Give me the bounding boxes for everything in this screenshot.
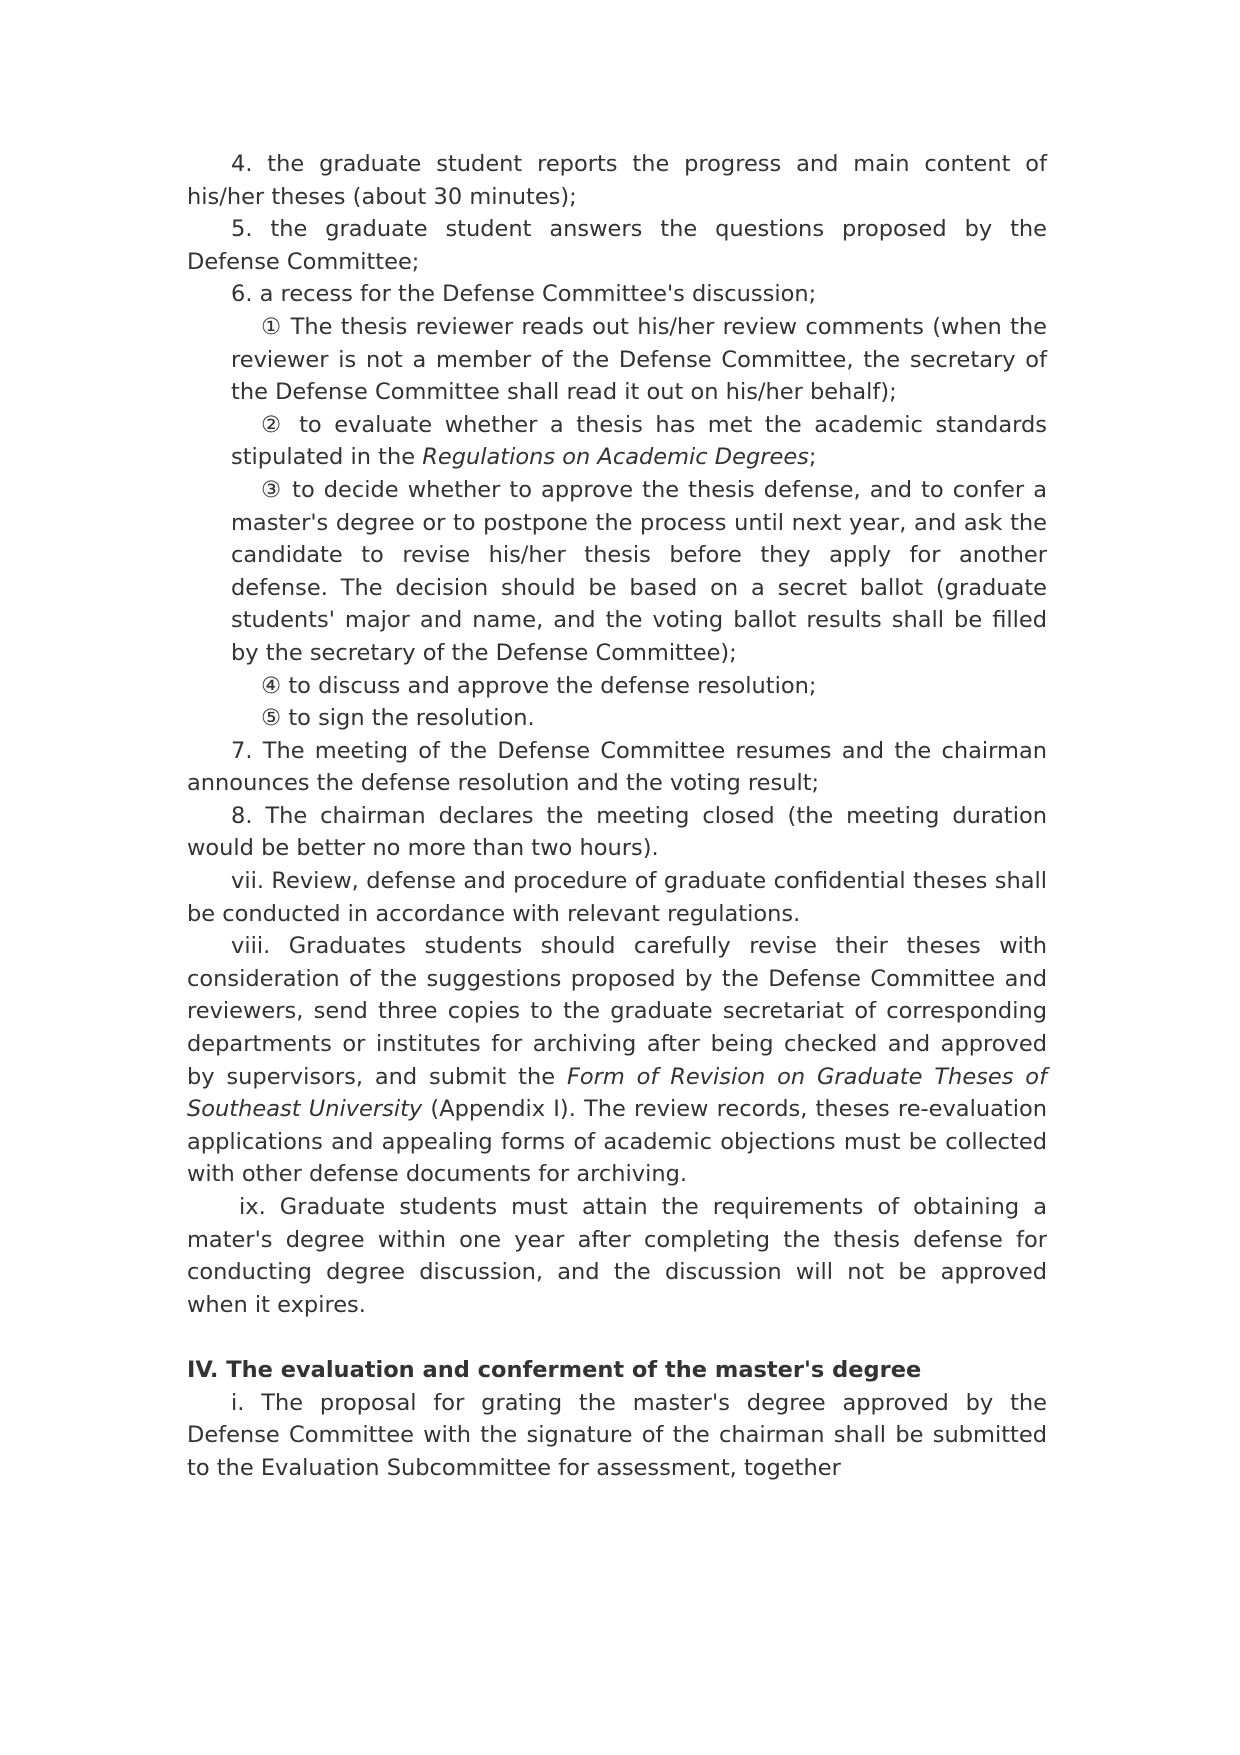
form-title: Form of Revision on Graduate Theses of Southeast University [187, 1063, 1047, 1123]
clause-viii-end: (Appendix I). The review records, theses re-evaluation applications and appealing forms of academic objections must be collected with other defense documents for archiving. [187, 1096, 1047, 1188]
recess-subitem-3: ③ to decide whether to approve the thesis defense, and to confer a master's degree or to postpone the process until next year, and ask the candidate to revise his/her thesis before they apply for another defense. The decision should be based on a secret ballot (graduate students' major and name, and the voting ballot results shall be filled by the secretary of the Defense Committee); [231, 476, 1047, 666]
recess-subitem-5: ⑤ to sign the resolution. [261, 705, 535, 732]
section-iv-clause-i: i. The proposal for grating the master's degree approved by the Defense Committee with the signature of the chairman shall be submitted to the Evaluation Subcommittee for assessment, together [187, 1389, 1047, 1481]
section-heading: IV. The evaluation and conferment of the master's degree [187, 1356, 922, 1383]
procedure-item-5: 5. the graduate student answers the questions proposed by the Defense Committee; [187, 216, 1047, 275]
recess-subitem-2 [231, 409, 1047, 474]
clause-ix: ix. Graduate students must attain the requirements of obtaining a mater's degree within one year after completing the thesis defense for conducting degree discussion, and the discussion will not be approved when it expires. [187, 1194, 1047, 1318]
recess-subitem-1: ① The thesis reviewer reads out his/her review comments (when the reviewer is not a member of the Defense Committee, the secretary of the Defense Committee shall read it out on his/her behalf); [231, 313, 1047, 406]
clause-viii-text: viii. Graduates students should carefully revise their theses with consideration of the suggestions proposed by the Defense Committee and reviewers, send three copies to the graduate secretariat of corresponding departments or institutes for archiving after being checked and approved by supervisors, and submit the [187, 933, 1047, 1090]
recess-subitem-4: ④ to discuss and approve the defense resolution; [261, 672, 817, 699]
regulations-title: Regulations on Academic Degrees [422, 444, 809, 471]
clause-viii [187, 930, 1047, 1191]
subitem-2-end: ; [808, 444, 817, 471]
clause-vii: vii. Review, defense and procedure of graduate confidential theses shall be conducted in accordance with relevant regulations. [187, 868, 1047, 927]
procedure-item-4: 4. the graduate student reports the progress and main content of his/her theses (about 30 minutes); [187, 151, 1047, 210]
subitem-2-text: ② to evaluate whether a thesis has met the academic standards stipulated in the [231, 411, 1047, 471]
procedure-item-6: 6. a recess for the Defense Committee's discussion; [231, 281, 817, 308]
procedure-item-8: 8. The chairman declares the meeting closed (the meeting duration would be better no more than two hours). [187, 802, 1047, 862]
document-page [187, 148, 1047, 1484]
procedure-item-7: 7. The meeting of the Defense Committee resumes and the chairman announces the defense resolution and the voting result; [187, 737, 1047, 797]
